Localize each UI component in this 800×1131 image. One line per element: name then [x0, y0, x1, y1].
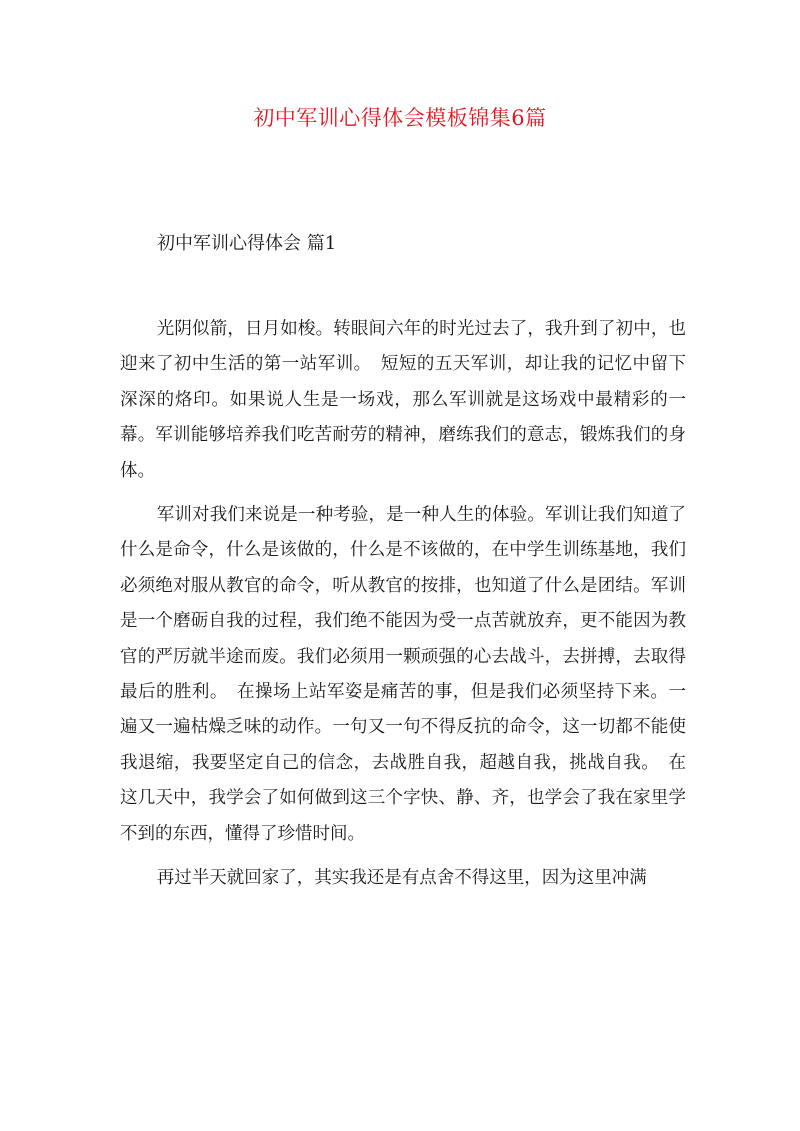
document-title: 初中军训心得体会模板锦集6篇: [253, 106, 547, 130]
paragraph: 军训对我们来说是一种考验，是一种人生的体验。军训让我们知道了什么是命令，什么是该做的，什么是不该做的，在中学生训练基地，我们必须绝对服从教官的命令，听从教官的按排，也知道了什么是团结。军训是一个磨砺自我的过程，我们绝不能因为受一点苦就放弃，更不能因为教官的严厉就半途而废。我们必须用一颗顽强的心去战斗，去拼搏，去取得最后的胜利。 在操场上站军姿是痛苦的事，但是我们必须坚持下来。一遍又一遍枯燥乏味的动作。一句又一句不得反抗的命令，这一切都不能使我退缩，我要坚定自己的信念，去战胜自我，超越自我，挑战自我。 在这几天中，我学会了如何做到这三个字快、静、齐，也学会了我在家里学不到的东西，懂得了珍惜时间。: [120, 505, 686, 844]
document-body: [120, 312, 686, 906]
section-heading: 初中军训心得体会 篇1: [157, 233, 337, 254]
paragraph: 光阴似箭，日月如梭。转眼间六年的时光过去了，我升到了初中，也迎来了初中生活的第一站军训。 短短的五天军训，却让我的记忆中留下深深的烙印。如果说人生是一场戏，那么军训就是这场戏中最精彩的一幕。军训能够培养我们吃苦耐劳的精神，磨练我们的意志，锻炼我们的身体。: [120, 319, 686, 481]
paragraph: 再过半天就回家了，其实我还是有点舍不得这里，因为这里冲满: [156, 868, 647, 889]
